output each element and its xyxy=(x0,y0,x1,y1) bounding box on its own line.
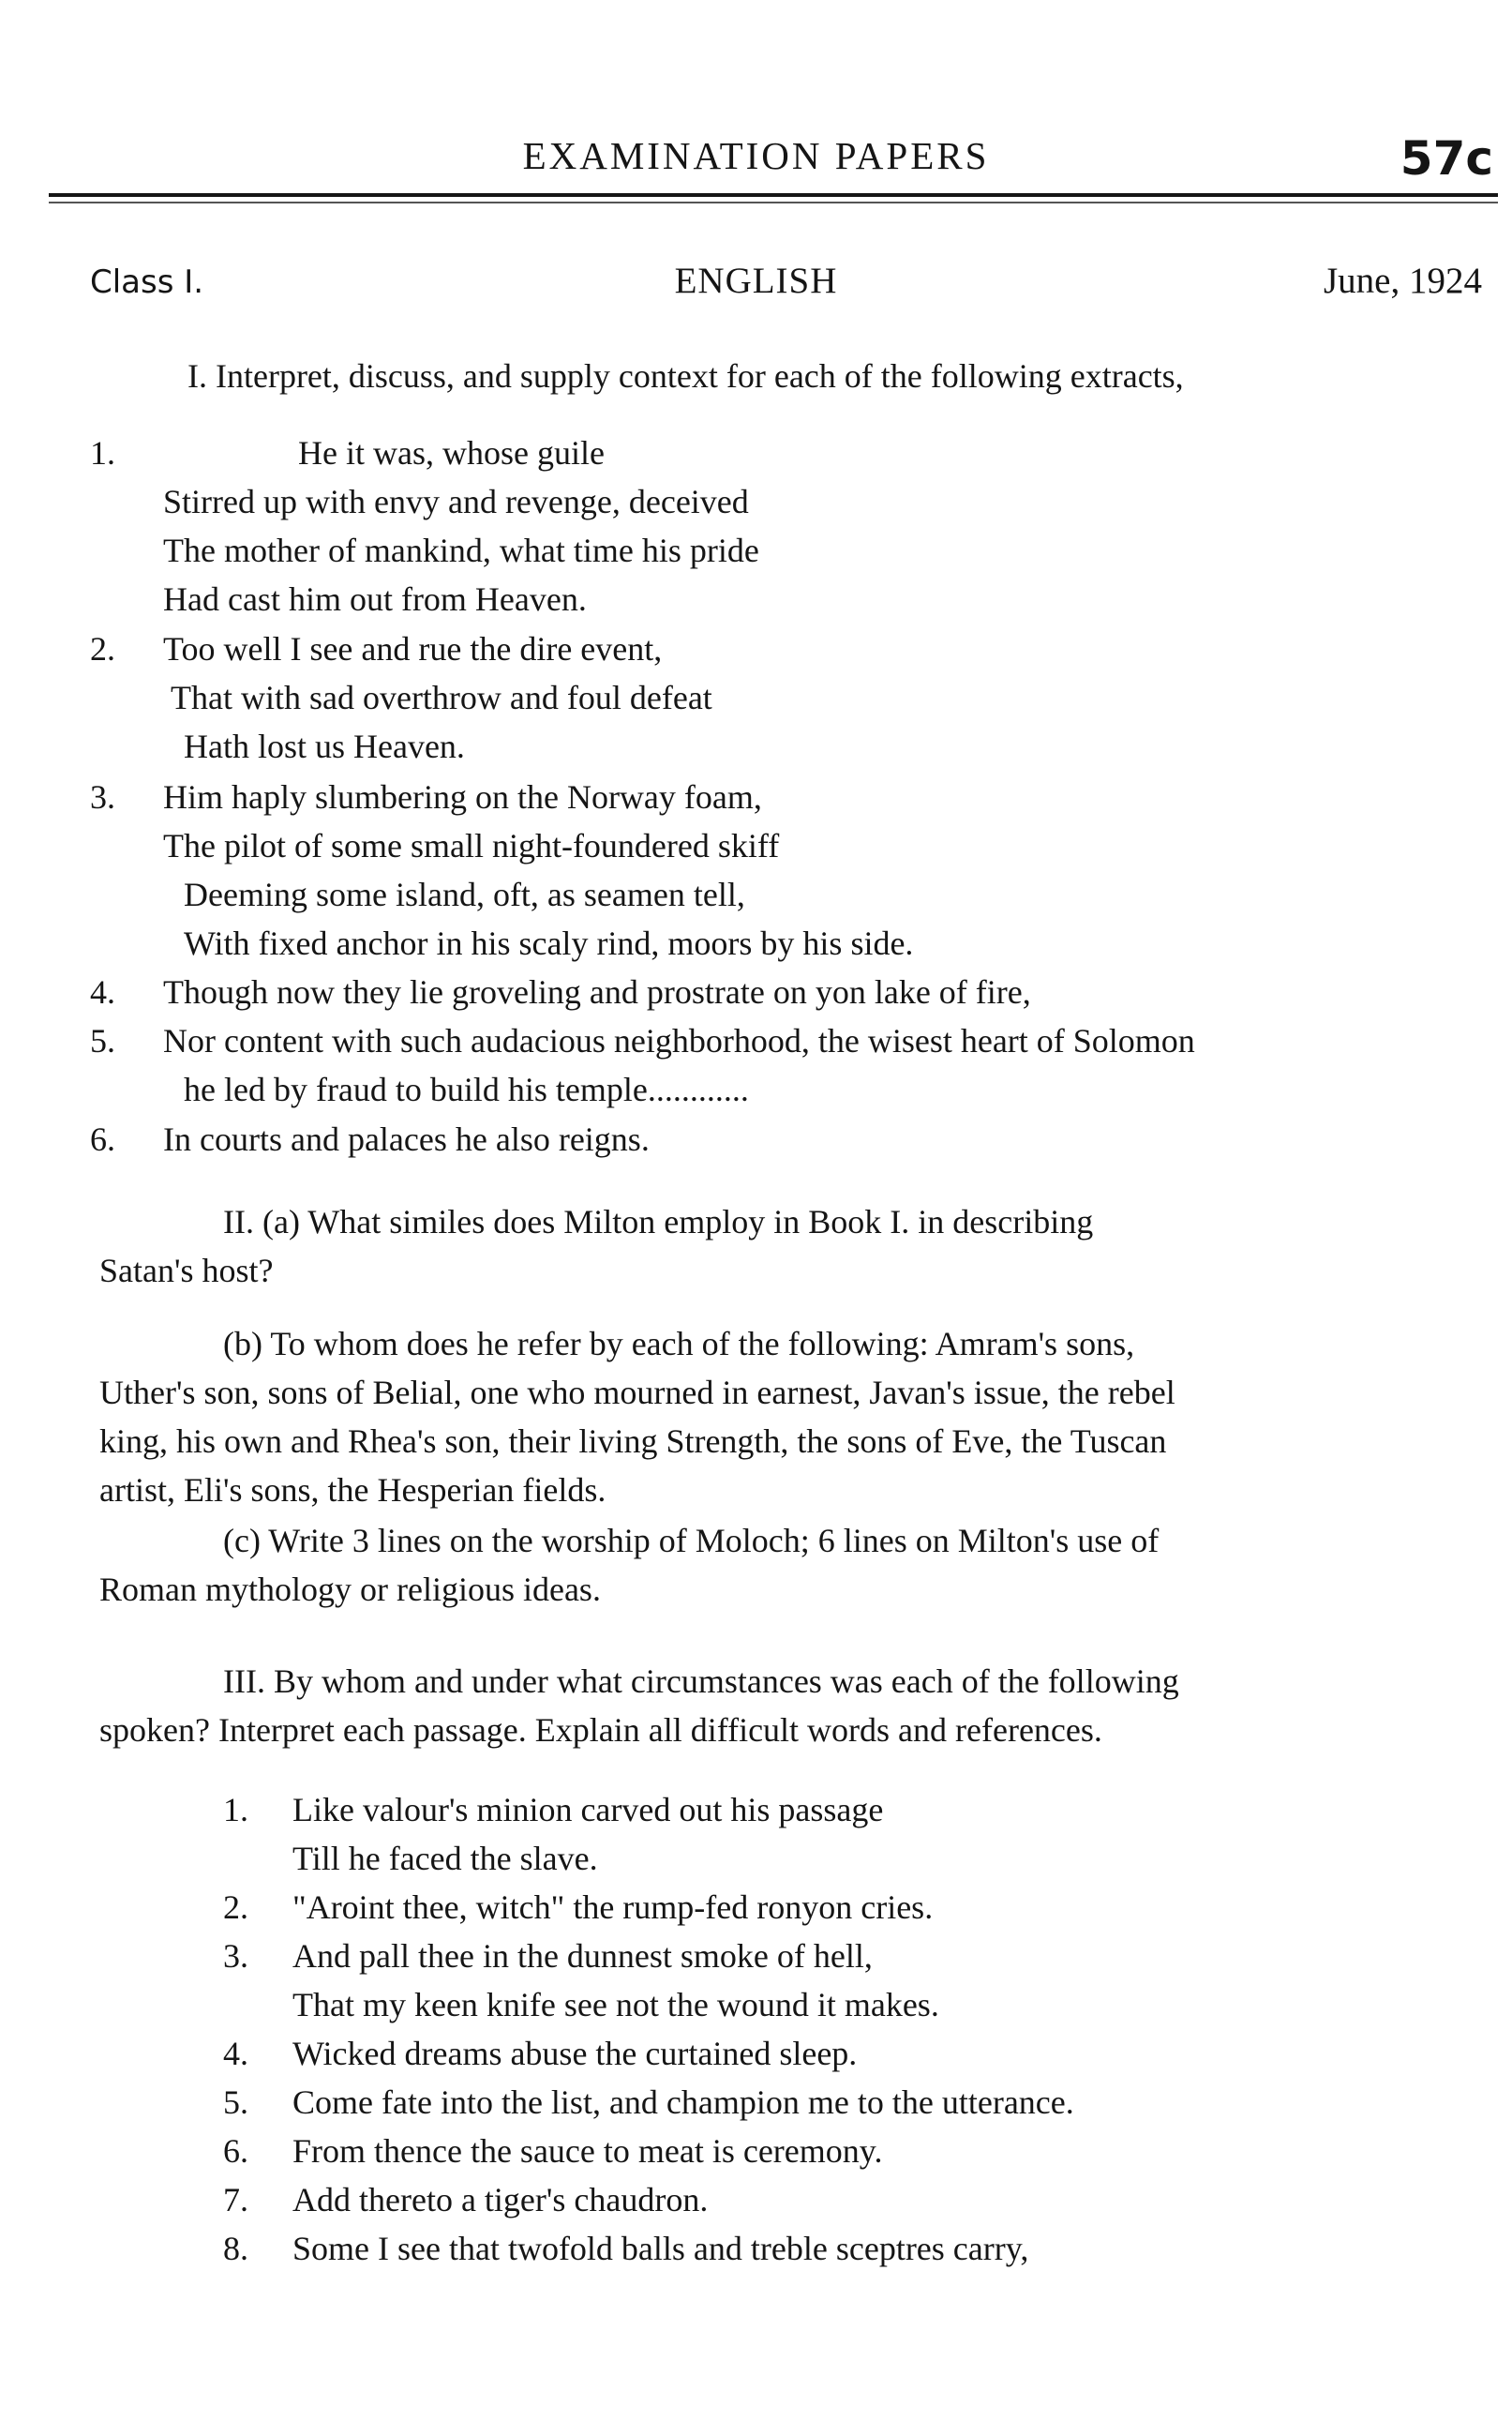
page-number: 57c xyxy=(1400,131,1493,186)
item-number: 7. xyxy=(223,2181,248,2218)
item-number: 2. xyxy=(223,1888,248,1926)
item-number: 8. xyxy=(223,2230,248,2267)
question-2c-cont: Roman mythology or religious ideas. xyxy=(99,1571,601,1608)
passage-line: Come fate into the list, and champion me to the utterance. xyxy=(292,2083,1074,2121)
item-number: 5. xyxy=(90,1022,115,1060)
item-number: 1. xyxy=(90,434,115,472)
header-rule-thin xyxy=(49,202,1498,203)
extract-line: In courts and palaces he also reigns. xyxy=(163,1120,650,1158)
passage-line: That my keen knife see not the wound it makes. xyxy=(292,1986,939,2023)
extract-line: With fixed anchor in his scaly rind, moors by his side. xyxy=(184,925,914,962)
class-label: Class I. xyxy=(90,263,204,301)
passage-line: Till he faced the slave. xyxy=(292,1840,598,1877)
extract-line: Though now they lie groveling and prostrate on yon lake of fire, xyxy=(163,973,1031,1011)
item-number: 2. xyxy=(90,630,115,668)
passage-line: From thence the sauce to meat is ceremony. xyxy=(292,2132,883,2170)
section-1-instruction: I. Interpret, discuss, and supply context for each of the following extracts, xyxy=(187,357,1184,395)
item-number: 5. xyxy=(223,2083,248,2121)
running-header-title: EXAMINATION PAPERS xyxy=(522,134,990,177)
question-2c: (c) Write 3 lines on the worship of Moloch; 6 lines on Milton's use of xyxy=(223,1522,1160,1559)
extract-line: Him haply slumbering on the Norway foam, xyxy=(163,778,762,816)
extract-line: Stirred up with envy and revenge, deceived xyxy=(163,483,749,520)
passage-line: And pall thee in the dunnest smoke of hell, xyxy=(292,1937,873,1975)
item-number: 4. xyxy=(90,973,115,1011)
extract-line: That with sad overthrow and foul defeat xyxy=(171,679,712,716)
passage-line: Some I see that twofold balls and treble sceptres carry, xyxy=(292,2230,1029,2267)
item-number: 3. xyxy=(90,778,115,816)
question-2b: (b) To whom does he refer by each of the following: Amram's sons, xyxy=(223,1325,1135,1362)
extract-line: Deeming some island, oft, as seamen tell, xyxy=(184,876,745,913)
extract-line: The mother of mankind, what time his pride xyxy=(163,532,759,569)
question-2b-cont: Uther's son, sons of Belial, one who mourned in earnest, Javan's issue, the rebel xyxy=(99,1374,1175,1411)
extract-line: Nor content with such audacious neighborhood, the wisest heart of Solomon xyxy=(163,1022,1195,1060)
passage-line: Add thereto a tiger's chaudron. xyxy=(292,2181,709,2218)
extract-line: he led by fraud to build his temple............ xyxy=(184,1071,749,1108)
extract-line: The pilot of some small night-foundered skiff xyxy=(163,827,780,865)
header-rule xyxy=(49,193,1498,197)
item-number: 1. xyxy=(223,1791,248,1828)
question-2b-cont: king, his own and Rhea's son, their living Strength, the sons of Eve, the Tuscan xyxy=(99,1422,1167,1460)
item-number: 3. xyxy=(223,1937,248,1975)
question-2a-cont: Satan's host? xyxy=(99,1252,274,1289)
passage-line: Wicked dreams abuse the curtained sleep. xyxy=(292,2035,858,2072)
extract-line: Hath lost us Heaven. xyxy=(184,728,465,765)
extract-line: He it was, whose guile xyxy=(298,434,605,472)
subject-title: ENGLISH xyxy=(674,261,838,301)
extract-line: Had cast him out from Heaven. xyxy=(163,580,587,618)
item-number: 6. xyxy=(90,1120,115,1158)
question-3-cont: spoken? Interpret each passage. Explain all difficult words and references. xyxy=(99,1711,1102,1749)
question-3: III. By whom and under what circumstances was each of the following xyxy=(223,1662,1179,1700)
item-number: 6. xyxy=(223,2132,248,2170)
item-number: 4. xyxy=(223,2035,248,2072)
question-2a: II. (a) What similes does Milton employ in Book I. in describing xyxy=(223,1203,1094,1241)
passage-line: "Aroint thee, witch" the rump-fed ronyon cries. xyxy=(292,1888,934,1926)
extract-line: Too well I see and rue the dire event, xyxy=(163,630,663,668)
exam-date: June, 1924 xyxy=(1324,261,1482,301)
question-2b-cont: artist, Eli's sons, the Hesperian fields. xyxy=(99,1471,606,1509)
passage-line: Like valour's minion carved out his passage xyxy=(292,1791,884,1828)
